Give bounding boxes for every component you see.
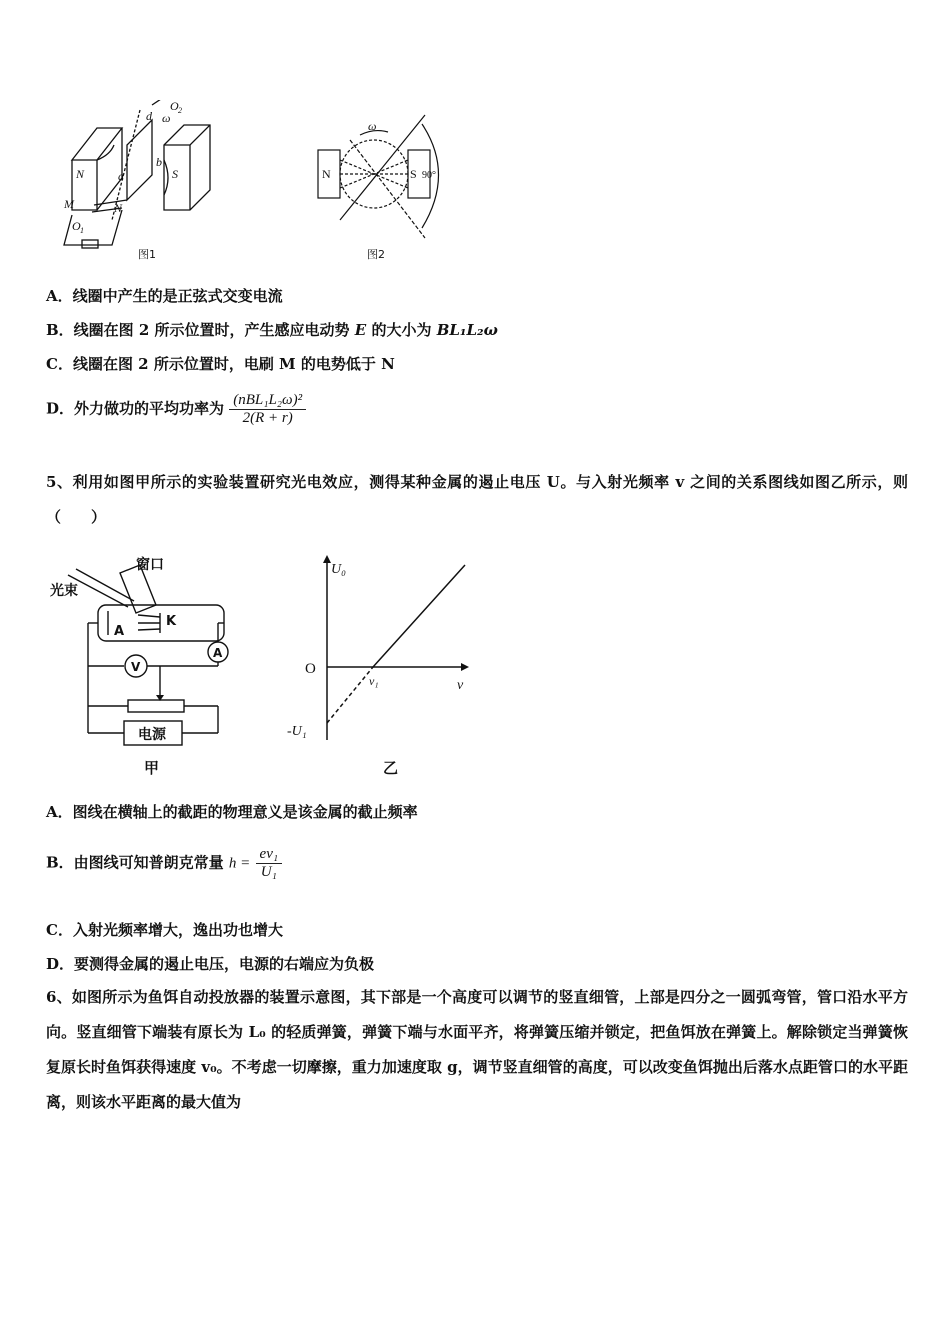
q5-option-a: A．图线在横轴上的截距的物理意义是该金属的截止频率 — [46, 803, 418, 821]
figure-yi-graph — [285, 555, 475, 780]
q4-b-formula: BL₁L₂ω — [436, 321, 498, 339]
q4-d-fraction — [229, 392, 306, 427]
fig2-caption: 图2 — [367, 248, 385, 261]
fig2-label-angle: 90° — [422, 170, 436, 181]
fig1-label-o1: O — [72, 219, 81, 233]
yi-y-intercept-label: -U₁ — [287, 724, 307, 739]
figure-1-generator — [52, 100, 232, 265]
q4-d-denominator: 2(R + r) — [242, 410, 293, 426]
jia-v-meter-label: V — [131, 660, 141, 674]
jia-a-meter-label: A — [213, 646, 223, 660]
jia-power-label: 电源 — [138, 727, 166, 743]
jia-beam-label: 光束 — [50, 583, 78, 599]
jia-window-label: 窗口 — [136, 557, 164, 573]
fig1-label-o1-sub: 1 — [80, 226, 84, 235]
fig1-label-n: N — [76, 167, 85, 181]
fig1-label-a: a — [118, 169, 124, 183]
q4-d-prefix: D．外力做功的平均功率为 — [46, 399, 225, 418]
yi-caption: 乙 — [383, 759, 399, 777]
q5-stem: 5、利用如图甲所示的实验装置研究光电效应，测得某种金属的遏止电压 U。与入射光频率 v 之间的关系图线如图乙所示，则（ ） — [46, 473, 908, 526]
q5-option-c: C．入射光频率增大，逸出功也增大 — [46, 921, 283, 939]
yi-origin-label: O — [305, 661, 316, 677]
yi-x-intercept-label: v₁ — [369, 674, 379, 688]
yi-y-label: U₀ — [331, 562, 346, 577]
q5-option-d: D．要测得金属的遏止电压，电源的右端应为负极 — [46, 955, 375, 973]
fig1-label-d: d — [146, 109, 152, 123]
q4-d-numerator: (nBL₁L₂ω)² — [229, 392, 306, 410]
q5-b-lhs: h = — [228, 855, 251, 872]
jia-a-label: A — [114, 624, 125, 639]
fig2-label-omega: ω — [368, 119, 377, 133]
q4-option-a: A．线圈中产生的是正弦式交变电流 — [46, 287, 283, 305]
figure-jia-circuit — [48, 555, 248, 780]
fig1-label-b: b — [156, 155, 162, 169]
fig1-label-m: M — [64, 197, 74, 211]
fig2-label-s: S — [410, 167, 417, 181]
yi-dashed-extension — [327, 667, 373, 723]
jia-k-label: K — [166, 614, 177, 629]
q4-b-prefix: B．线圈在图 2 所示位置时，产生感应电动势 — [46, 321, 355, 339]
fig1-label-o2: O — [170, 100, 179, 113]
figure-2-cross-section — [310, 110, 460, 265]
yi-solid-line — [373, 565, 465, 667]
q6-stem: 6、如图所示为鱼饵自动投放器的装置示意图，其下部是一个高度可以调节的竖直细管，上部是四分之一圆弧弯管，管口沿水平方向。竖直细管下端装有原长为 L₀ 的轻质弹簧，弹簧下端与水面平齐，将弹簧压缩并锁定，把鱼饵放在弹簧上。解除锁定当弹簧恢复原长时鱼饵获得速度 v₀。不考虑一切摩擦，重力加速度取 g，调节竖直细管的高度，可以改变鱼饵抛出后落水点距管口的水平距离，则该水平距离的最大值为 — [46, 988, 908, 1111]
fig1-label-s: S — [172, 167, 178, 181]
fig2-label-n: N — [322, 167, 331, 181]
fig1-label-omega: ω — [162, 111, 171, 125]
q4-option-d — [46, 392, 306, 427]
q4-option-c: C．线圈在图 2 所示位置时，电刷 M 的电势低于 N — [46, 355, 395, 373]
q4-b-e: E — [354, 321, 367, 339]
fig1-label-o2-sub: 2 — [178, 106, 182, 115]
q5-b-prefix: B．由图线可知普朗克常量 — [46, 853, 224, 872]
q5-b-fraction — [256, 846, 283, 881]
q4-b-mid: 的大小为 — [366, 321, 437, 339]
jia-caption: 甲 — [144, 759, 160, 777]
fig1-label-n2: N — [114, 201, 123, 215]
q4-option-b — [46, 319, 498, 340]
q5-option-b — [46, 846, 282, 881]
q5-b-denominator: U₁ — [260, 864, 277, 880]
fig1-caption: 图1 — [138, 248, 156, 261]
q5-b-numerator: ev₁ — [256, 846, 283, 864]
yi-x-label: v — [457, 678, 464, 693]
